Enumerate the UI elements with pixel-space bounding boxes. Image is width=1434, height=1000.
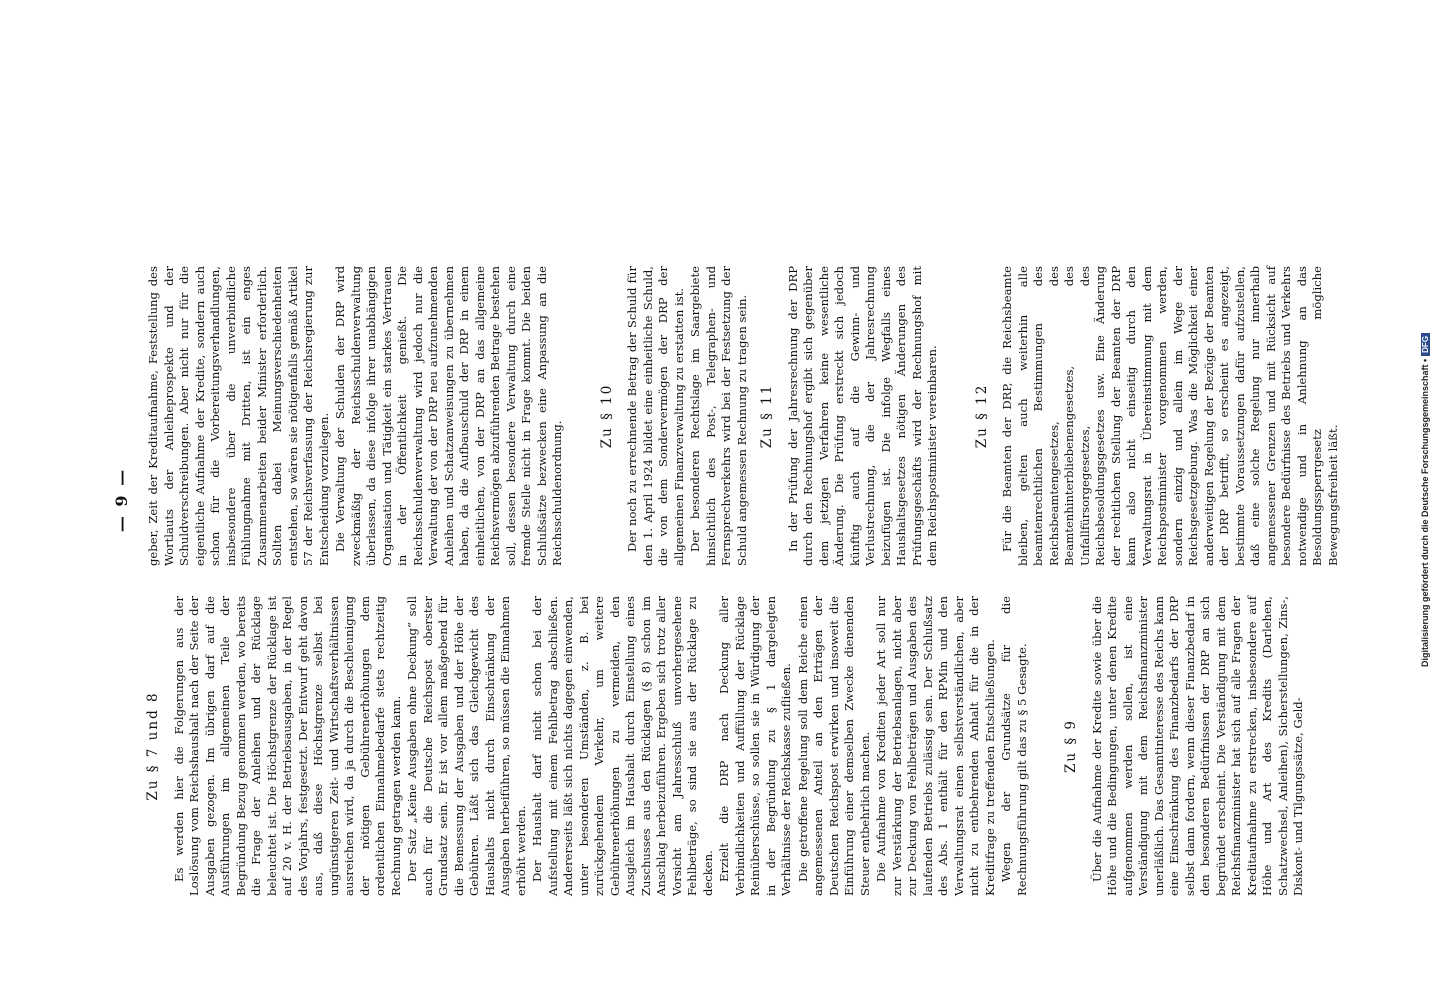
paragraph: Der Satz „Keine Ausgaben ohne Deckung“ soll auch für die Deutsche Reichspost oberster Grundsatz sein. Er ist vor allem maßgebend für die Bemessung der Ausgaben und der Höhe der Gebühren. Läßt sich das Gleichgewicht des Haushalts nicht durch Einschränkung der Ausgaben herbeiführen, so müssen die Einnahmen erhöht werden. [405, 596, 528, 896]
paragraph: Es werden hier die Folgerungen aus der Loslösung vom Reichshaushalt nach der Seite der Ausgaben gezogen. Im übrigen darf auf die Ausführungen im allgemeinen Teile der Begründung Bezug genommen werden, wo bereits die Frage der Anleihen und der Rücklage beleuchtet ist. Die Höchstgrenze der Rücklage ist auf 20 v. H. der Betriebsausgaben, in der Regel des Vorjahrs, festgesetzt. Der Entwurf geht davon aus, daß diese Höchstgrenze selbst bei ungünstigeren Zeit- und Wirtschaftsverhältnissen ausreichen wird, da ja durch die Beschleunigung der nötigen Gebührenerhöhungen dem ordentlichen Einnahmebedarfe stets rechtzeitig Rechnung getragen werden kann. [171, 596, 403, 896]
paragraph: Der besonderen Rechtslage im Saargebiete hinsichtlich des Post-, Telegraphen- und Fernsprechverkehrs wird bei der Festsetzung der Schuld angemessen Rechnung zu tragen sein. [688, 266, 749, 566]
section-heading-12: Zu § 12 [973, 383, 990, 449]
left-column [146, 596, 1308, 896]
section-heading-10: Zu § 10 [598, 383, 615, 449]
paragraph: Der noch zu errechnende Betrag der Schuld für den 1. April 1924 bildet eine einheitliche Schuld, die von dem Sondervermögen der DRP der allgemeinen Finanzverwaltung zu erstatten ist. [625, 266, 686, 566]
paragraph: Wegen der Grundsätze für die Rechnungsführung gilt das zu § 5 Gesagte. [999, 596, 1029, 896]
paragraph: Die Aufnahme von Krediten jeder Art soll nur zur Verstärkung der Betriebsanlagen, nicht aber zur Deckung von Fehlbeträgen und Ausgaben des laufenden Betriebs zulässig sein. Der Schlußsatz des Abs. 1 enthält für den RPMin und den Verwaltungsrat einen selbstverständlichen, aber nicht zu entbehrenden Anhalt für die in der Kreditfrage zu treffenden Entschließungen. [874, 596, 997, 896]
paragraph: In der Prüfung der Jahresrechnung der DRP durch den Rechnungshof ergibt sich gegenüber dem jetzigen Verfahren keine wesentliche Änderung. Die Prüfung erstreckt sich jedoch künftig auch auf die Gewinn- und Verlustrechnung, die der Jahresrechnung beizufügen ist. Die infolge Wegfalls eines Haushaltsgesetzes nötigen Änderungen des Prüfungsgeschäfts wird der Rechnungshof mit dem Reichspostminister vereinbaren. [785, 266, 939, 566]
right-column [146, 266, 1342, 566]
digitization-credit: Digitalisierung gefördert durch die Deutsche Forschungsgemeinschaft • [1420, 358, 1430, 668]
paragraph: Über die Aufnahme der Kredite sowie über die Höhe und die Bedingungen, unter denen Kredite aufgenommen werden sollen, ist eine Verständigung mit dem Reichsfinanzminister unerläßlich. Das Gesamtinteresse des Reichs kann eine Einschränkung des Finanzbedarfs der DRP selbst dann fordern, wenn dieser Finanzbedarf in den besonderen Bedürfnissen der DRP an sich begründet erscheint. Die Verständigung mit dem Reichsfinanzminister hat sich auf alle Fragen der Kreditaufnahme zu erstrecken, insbesondere auf Höhe und Art des Kredits (Darlehen, Schatzwechsel, Anleihen), Sicherstellungen, Zins-, Diskont- und Tilgungssätze, Geld- [1089, 596, 1305, 896]
section-heading-9: Zu § 9 [1063, 719, 1079, 773]
paragraph: Der Haushalt darf nicht schon bei der Aufstellung mit einem Fehlbetrag abschließen. Andererseits läßt sich nichts dagegen einwenden, unter besonderen Umständen, z. B. bei zurückgehendem Verkehr, um weitere Gebührenerhöhungen zu vermeiden, den Ausgleich im Haushalt durch Einstellung eines Zuschusses aus den Rücklagen (§ 8) schon im Anschlag herbeizuführen. Ergeben sich trotz aller Vorsicht am Jahresschluß unvorhergesehene Fehlbeträge, so sind sie aus der Rücklage zu decken. [530, 596, 715, 896]
section-heading-11: Zu § 11 [759, 383, 775, 449]
paragraph: geber, Zeit der Kreditaufnahme, Feststellung des Wortlauts der Anleiheprospekte und der Schuldverschreibungen. Aber nicht nur für die eigentliche Aufnahme der Kredite, sondern auch schon für die Vorbereitungsverhandlungen, insbesondere über die unverbindliche Fühlungnahme mit Dritten, ist ein enges Zusammenarbeiten beider Minister erforderlich. Sollten dabei Meinungsverschiedenheiten entstehen, so wären sie nötigenfalls gemäß Artikel 57 der Reichsverfassung der Reichsregierung zur Entscheidung vorzulegen. [146, 266, 331, 566]
paragraph: Für die Beamten der DRP, die Reichsbeamte bleiben, gelten auch weiterhin alle beamtenrechtlichen Bestimmungen des Reichsbeamtengesetzes, des Beamtenhinterbliebenengesetzes, des Unfallfürsorgegesetzes, des Reichsbesoldungsgesetzes usw. Eine Änderung der rechtlichen Stellung der Beamten der DRP kann also nicht einseitig durch den Verwaltungsrat in Übereinstimmung mit dem Reichspostminister vorgenommen werden, sondern einzig und allein im Wege der Reichsgesetzgebung. Was die Möglichkeit einer anderweitigen Regelung der Bezüge der Beamten der DRP betrifft, so erscheint es angezeigt, bestimmte Voraussetzungen dafür aufzustellen, daß eine solche Regelung nur innerhalb angemessener Grenzen und mit Rücksicht auf besondere Bedürfnisse des Betriebs und Verkehrs notwendige und in Anlehnung an das Besoldungssperrgesetz mögliche Bewegungsfreiheit läßt. [1000, 266, 1340, 566]
paragraph: Die getroffene Regelung soll dem Reiche einen angemessenen Anteil an den Erträgen der Deutschen Reichspost erwirken und insoweit die Einführung einer demselben Zwecke dienenden Steuer entbehrlich machen. [795, 596, 872, 896]
digitization-footer [1420, 0, 1430, 1000]
paragraph: Die Verwaltung der Schulden der DRP wird zweckmäßig der Reichsschuldenverwaltung überlassen, da diese infolge ihrer unabhängigen Organisation und Tätigkeit ein starkes Vertrauen in der Öffentlichkeit genießt. Die Reichsschuldenverwaltung wird jedoch nur die Verwaltung der von der DRP neu aufzunehmenden Anleihen und Schatzanweisungen zu übernehmen haben, da die Aufbauschuld der DRP in einem einheitlichen, von der DRP an das allgemeine Reichsvermögen abzuführenden Betrage bestehen soll, dessen besondere Verwaltung durch eine fremde Stelle nicht in Frage kommt. Die beiden Schlußsätze bezwecken eine Anpassung an die Reichsschuldenordnung. [333, 266, 564, 566]
page-number: — 9 — [112, 467, 131, 533]
paragraph: Erzielt die DRP nach Deckung aller Verbindlichkeiten und Auffüllung der Rücklage Reinüberschüsse, so sollen sie in Würdigung der in der Begründung zu § 1 dargelegten Verhältnisse der Reichskasse zufließen. [717, 596, 793, 896]
section-heading-7-8: Zu § 7 und 8 [145, 691, 161, 801]
dfg-logo: DFG [1421, 333, 1430, 356]
